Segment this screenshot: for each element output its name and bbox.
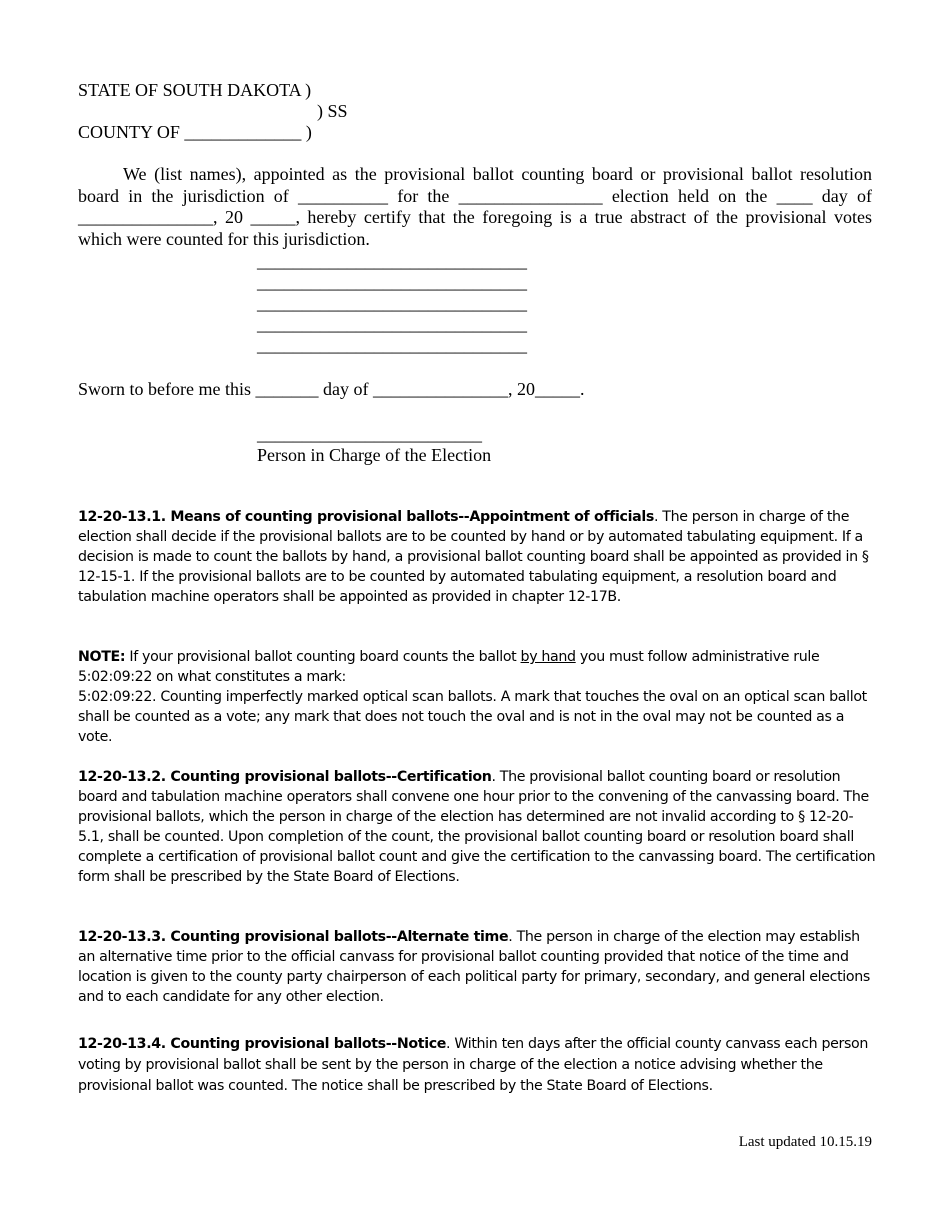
signature-line: ______________________________: [257, 293, 527, 313]
signature-line: ______________________________: [257, 314, 527, 334]
county-line: COUNTY OF _____________ ): [78, 122, 312, 142]
statute-heading: 12-20-13.1. Means of counting provisional ballots--Appointment of officials: [78, 509, 654, 525]
statute-heading: 12-20-13.3. Counting provisional ballots--Alternate time: [78, 929, 509, 945]
last-updated: Last updated 10.15.19: [738, 1134, 872, 1150]
admin-rule-note: NOTE: If your provisional ballot counting board counts the ballot by hand you must follow administrative rule 5:02:09:22 on what constitutes a mark:: [78, 649, 820, 685]
state-line: STATE OF SOUTH DAKOTA ): [78, 80, 312, 100]
statute-body: . The provisional ballot counting board or resolution board and tabulation machine operators shall convene one hour prior to the convening of the canvassing board. The provisional ballots, which the person in charge of the election has determined are not invalid according to § 12-20-5.1, shall be counted. Upon completion of the count, the provisional ballot counting board or resolution board shall complete a certification of provisional ballot count and give the certification to the canvassing board. The certification form shall be prescribed by the State Board of Elections.: [78, 769, 876, 885]
statute-12-20-13-3: [78, 927, 878, 1007]
person-in-charge-block: [257, 424, 491, 466]
statute-body: . The person in charge of the election shall decide if the provisional ballots are to be counted by hand or by automated tabulating equipment. If a decision is made to count the ballots by hand, a provisional ballot counting board shall be appointed as provided in § 12-15-1. If the provisional ballots are to be counted by automated tabulating equipment, a resolution board and tabulation machine operators shall be appointed as provided in chapter 12-17B.: [78, 509, 869, 605]
note-label: NOTE:: [78, 649, 126, 665]
statute-12-20-13-1: [78, 507, 878, 607]
venue-caption: [78, 80, 348, 143]
signature-line: ______________________________: [257, 251, 527, 271]
statute-heading: 12-20-13.2. Counting provisional ballots--Certification: [78, 769, 492, 785]
person-signature-line: _________________________: [257, 424, 482, 444]
statute-body: . The person in charge of the election may establish an alternative time prior to the official canvass for provisional ballot counting provided that notice of the time and location is given to the county party chairperson of each political party for primary, secondary, and general elections and to each candidate for any other election.: [78, 929, 870, 1005]
person-in-charge-label: Person in Charge of the Election: [257, 445, 492, 465]
statute-12-20-13-4: [78, 1034, 878, 1097]
by-hand-text: by hand: [520, 649, 576, 665]
statute-body: . Within ten days after the official county canvass each person voting by provisional ballot shall be sent by the person in charge of the election a notice advising whether the provisional ballot was counted. The notice shall be prescribed by the State Board of Elections.: [78, 1036, 868, 1094]
signature-lines: [257, 251, 527, 356]
ss-line: ) SS: [317, 101, 348, 121]
signature-line: ______________________________: [257, 335, 527, 355]
statute-heading: 12-20-13.4. Counting provisional ballots--Notice: [78, 1036, 447, 1052]
certification-paragraph: We (list names), appointed as the provisional ballot counting board or provisional ballot resolution board in the jurisdiction of __________ for the ________________ election held on the ____ day of _______________, 20 _____, hereby certify that the foregoing is a true abstract of the provisional votes which were counted for this jurisdiction.: [78, 164, 872, 249]
statute-12-20-13-2: [78, 767, 878, 887]
signature-line: ______________________________: [257, 272, 527, 292]
sworn-statement: Sworn to before me this _______ day of _______________, 20_____.: [78, 379, 585, 399]
rule-5-02-09-22: 5:02:09:22. Counting imperfectly marked optical scan ballots. A mark that touches the oval on an optical scan ballot shall be counted as a vote; any mark that does not touch the oval and is not in the oval may not be counted as a vote.: [78, 689, 867, 745]
